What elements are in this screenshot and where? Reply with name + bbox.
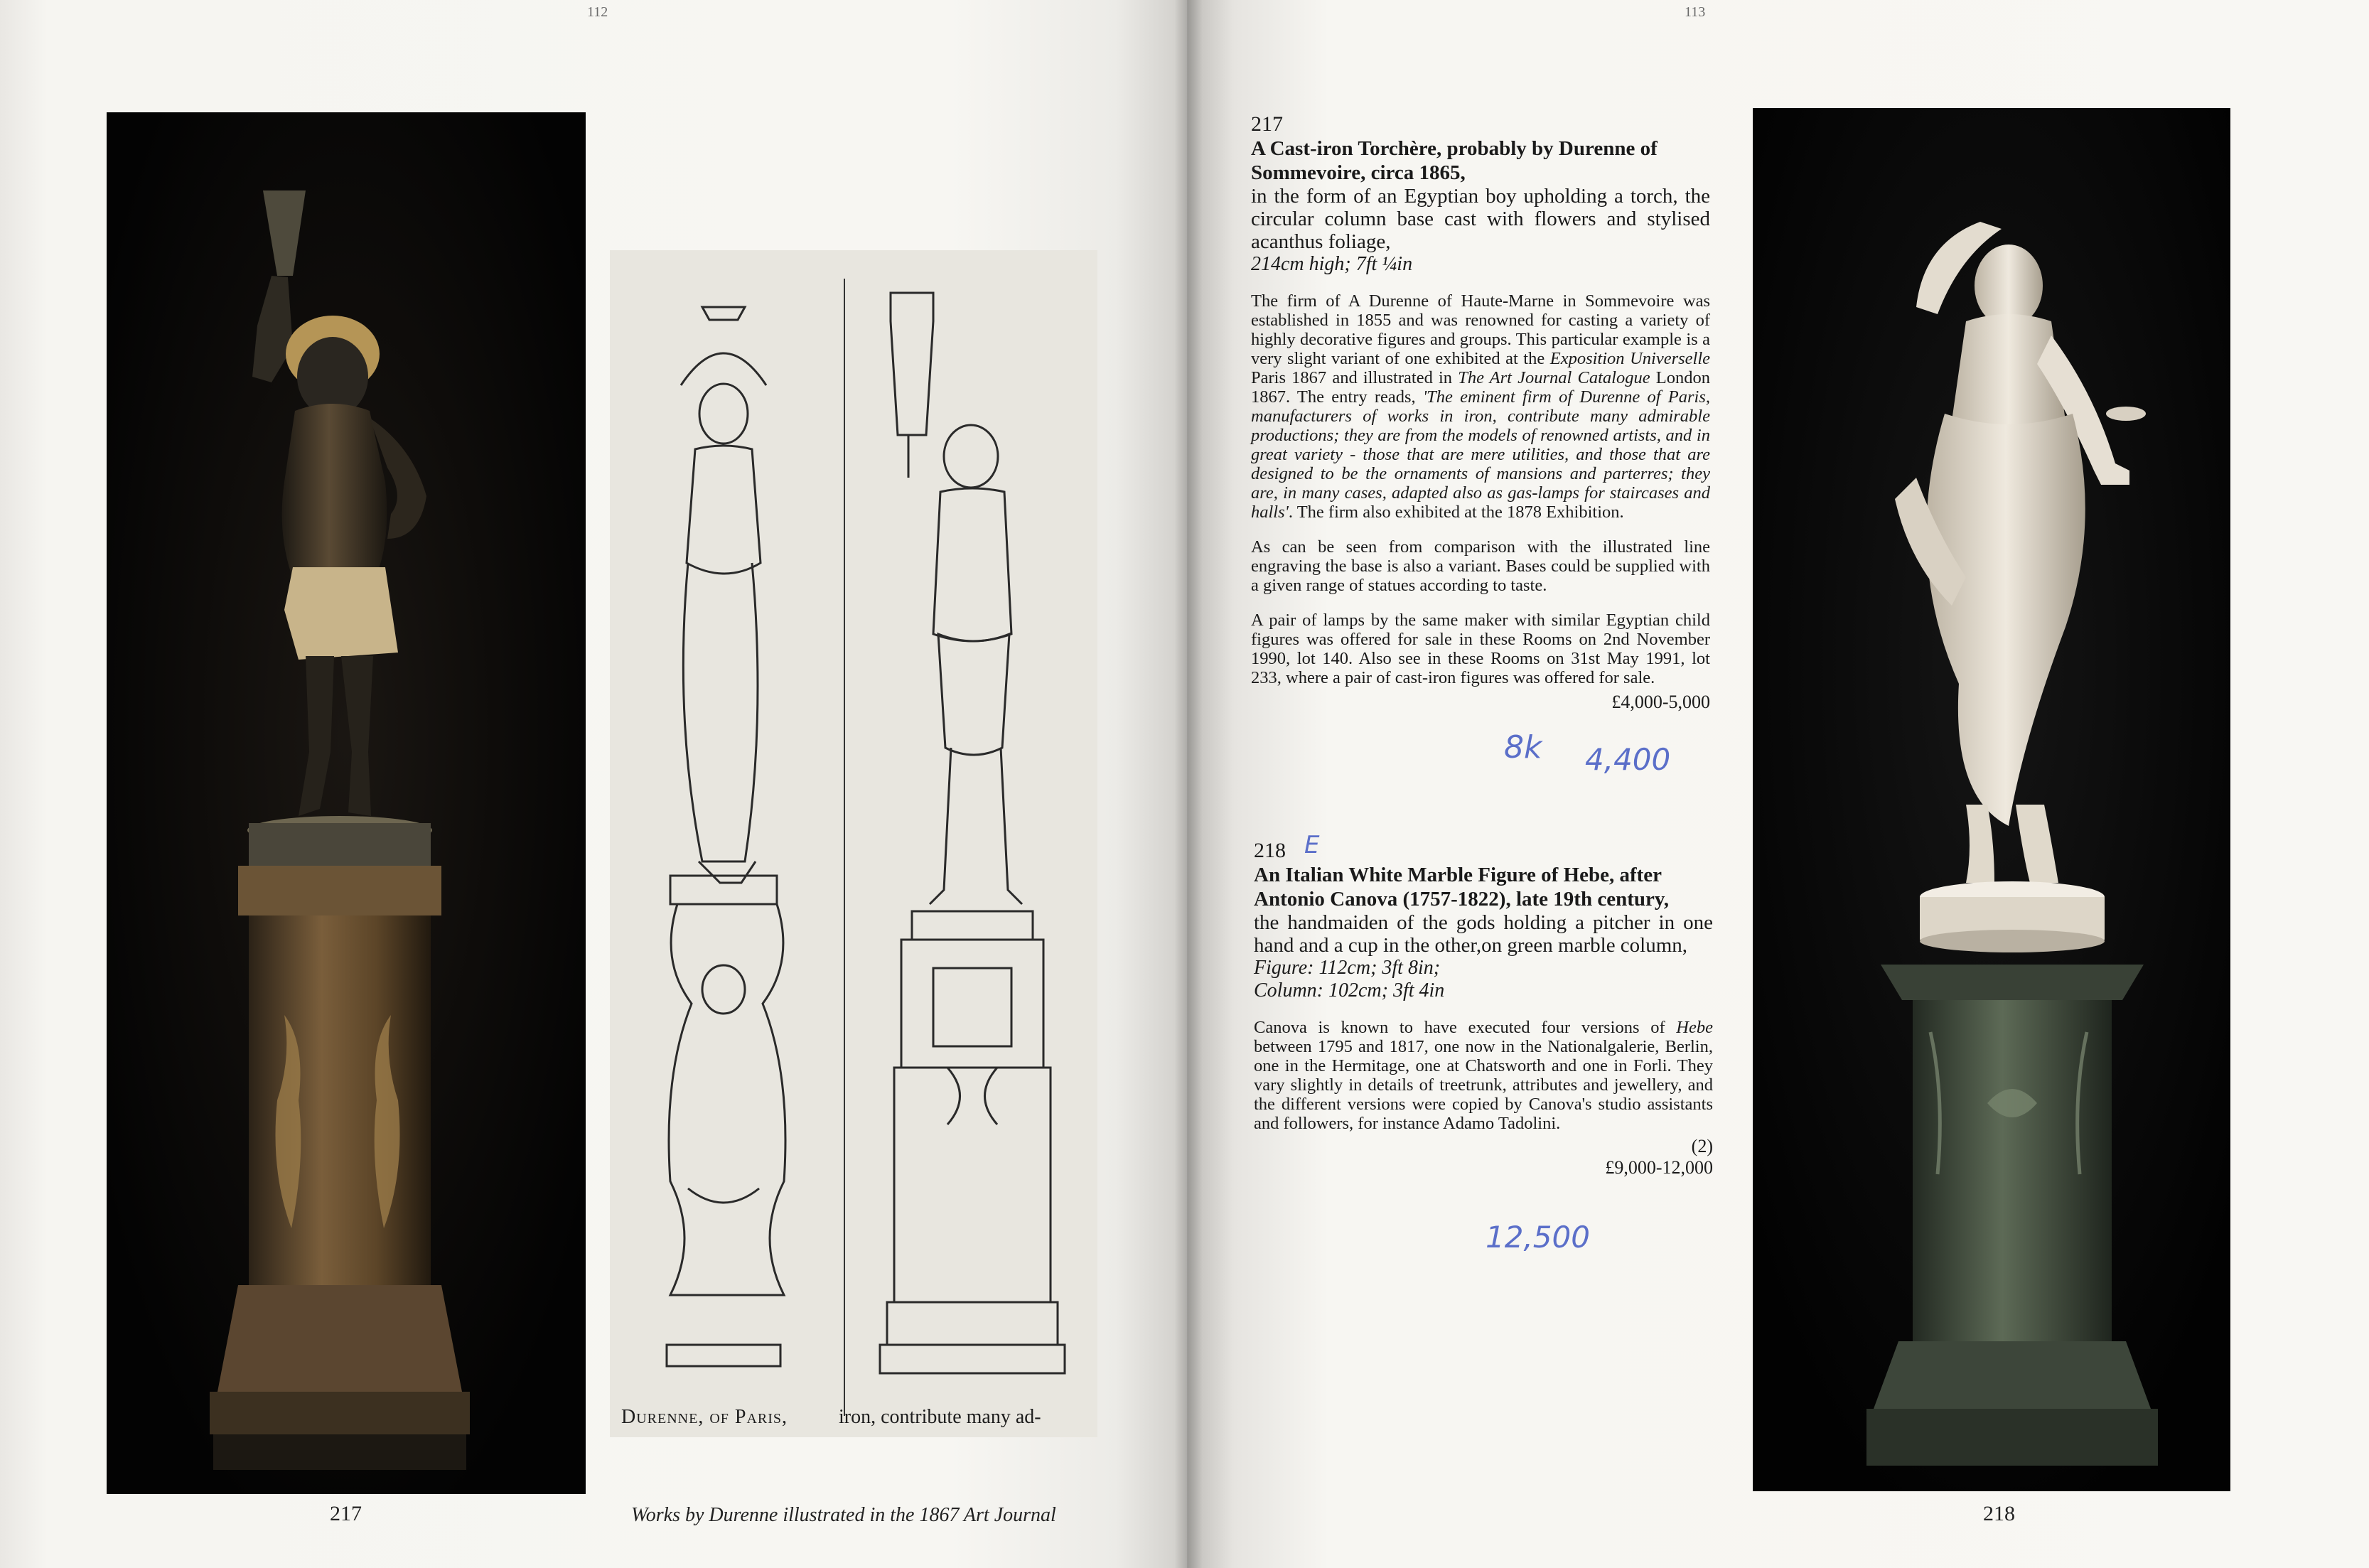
folio-right: 113 — [1685, 4, 1706, 20]
handwritten-note-4400: 4,400 — [1585, 742, 1671, 777]
engraving-credit-caption: Works by Durenne illustrated in the 1867 Art Journal — [631, 1504, 1056, 1526]
lot-dimensions: 214cm high; 7ft ¼in — [1251, 253, 1413, 275]
engraving-caption-left: Durenne, of Paris, — [621, 1406, 788, 1428]
lot-quantity: (2) — [1691, 1136, 1713, 1156]
lot-number: 218 E — [1254, 831, 1320, 862]
engraving-illustration — [610, 250, 1097, 1437]
handwritten-price-12500: 12,500 — [1486, 1220, 1590, 1255]
engraved-figures-image — [610, 250, 1097, 1437]
lot-218-entry — [1254, 831, 1713, 1178]
book-gutter — [1174, 0, 1203, 1568]
lot-note-paragraph-1: The firm of A Durenne of Haute-Marne in Sommevoire was established in 1855 and was renowned for casting a variety of highly decorative figures and groups. This particular example is a very slight variant of one exhibited at the Exposition Universelle Paris 1867 and illustrated in The Art Journal Catalogue London 1867. The entry reads, 'The eminent firm of Durenne of Paris, manufacturers of works in iron, contribute many admirable productions; they are from the models of renowned artists, and in great variety - those that are mere utilities, and those that are designed to be the ornaments of mansions and parterres; they are, in many cases, adapted also as gas-lamps for staircases and halls'. The firm also exhibited at the 1878 Exhibition. — [1251, 291, 1710, 522]
photo-lot-217 — [107, 112, 586, 1494]
lot-217-entry — [1251, 112, 1710, 713]
hebe-figure-image — [1753, 108, 2230, 1491]
lot-note-paragraph-3: A pair of lamps by the same maker with similar Egyptian child figures was offered for sale in these Rooms on 2nd November 1990, lot 140. Also see in these Rooms on 31st May 1991, lot 233, where a pair of cast-iron figures was offered for sale. — [1251, 611, 1710, 687]
lot-description: the handmaiden of the gods holding a pitcher in one hand and a cup in the other,on green marble column, — [1254, 911, 1713, 957]
folio-left: 112 — [587, 4, 608, 20]
lot-dimensions-figure: Figure: 112cm; 3ft 8in; — [1254, 957, 1441, 979]
handwritten-mark-e: E — [1304, 831, 1320, 859]
torchere-figure-image — [107, 112, 586, 1494]
lot-estimate: £4,000-5,000 — [1611, 692, 1710, 712]
lot-number: 217 — [1251, 112, 1283, 136]
lot-title: An Italian White Marble Figure of Hebe, after Antonio Canova (1757-1822), late 19th century, — [1254, 864, 1670, 911]
lot-note-paragraph-1: Canova is known to have executed four versions of Hebe between 1795 and 1817, one now in the Nationalgalerie, Berlin, one in the Hermitage, one at Chatsworth and one in Forli. They vary slightly in details of treetrunk, attributes and jewellery, and the different versions were copied by Canova's studio assistants and followers, for instance Adamo Tadolini. — [1254, 1018, 1713, 1133]
photo-caption-218: 218 — [1983, 1502, 2015, 1525]
engraving-caption-right: iron, contribute many ad- — [839, 1406, 1041, 1428]
lot-dimensions-column: Column: 102cm; 3ft 4in — [1254, 979, 1445, 1002]
photo-caption-217: 217 — [330, 1502, 362, 1525]
lot-estimate: £9,000-12,000 — [1605, 1157, 1713, 1178]
right-page — [1187, 0, 2369, 1568]
lot-title: A Cast-iron Torchère, probably by Durenne of Sommevoire, circa 1865, — [1251, 137, 1658, 184]
handwritten-note-8k: 8k — [1504, 729, 1542, 766]
lot-description: in the form of an Egyptian boy upholding a torch, the circular column base cast with flowers and stylised acanthus foliage, — [1251, 185, 1710, 253]
lot-note-paragraph-2: As can be seen from comparison with the illustrated line engraving the base is also a variant. Bases could be supplied with a given range of statues according to taste. — [1251, 537, 1710, 595]
photo-lot-218 — [1753, 108, 2230, 1491]
